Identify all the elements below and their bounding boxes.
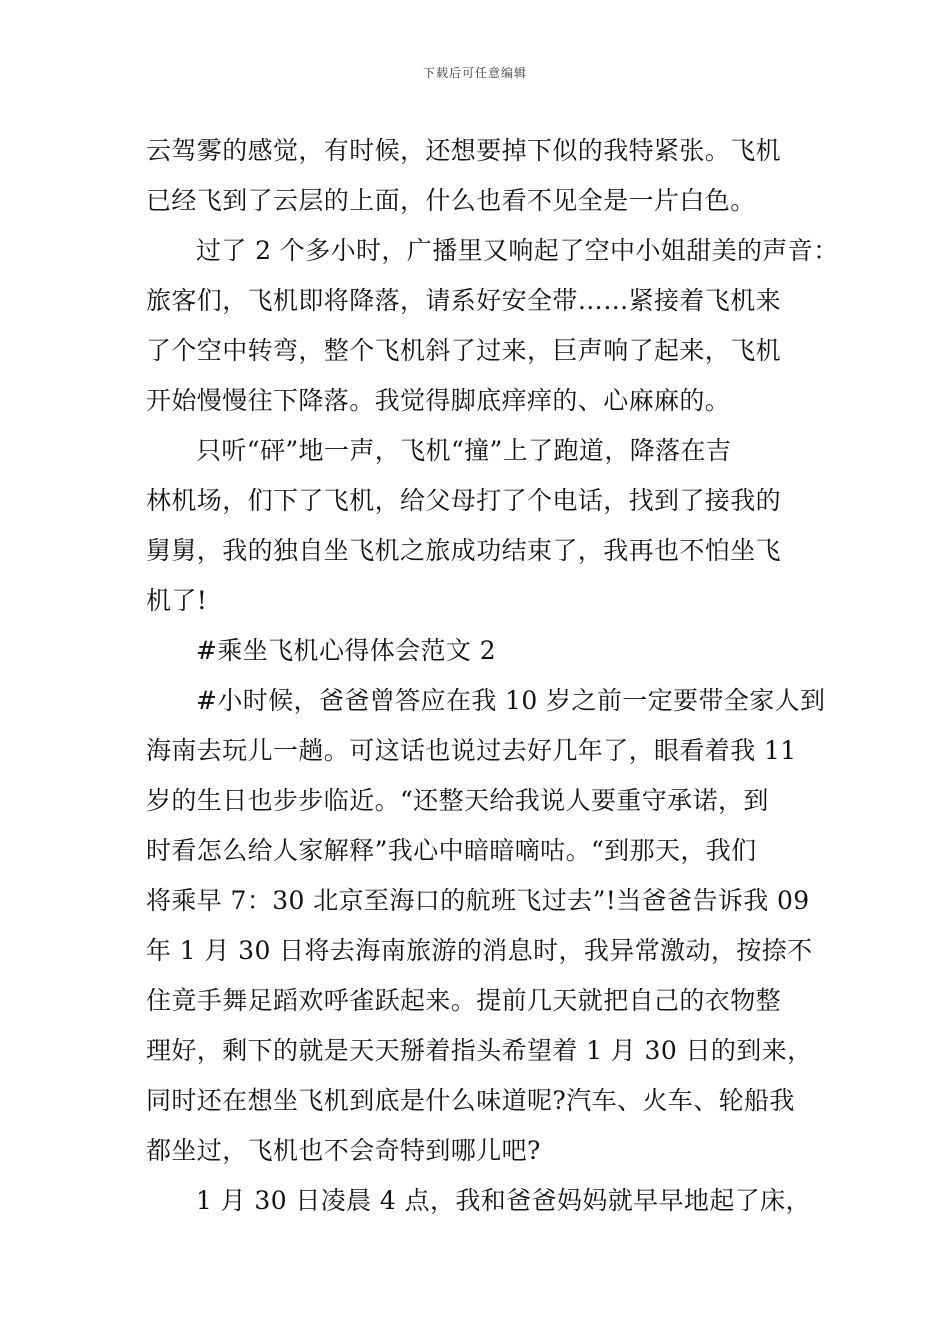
section-heading: #乘坐飞机心得体会范文 2 (196, 636, 497, 665)
text-line: 都坐过，飞机也不会奇特到哪儿吧? (146, 1136, 541, 1165)
text-line: 舅舅，我的独自坐飞机之旅成功结束了，我再也不怕坐飞 (146, 536, 782, 565)
text-line: 住竟手舞足蹈欢呼雀跃起来。提前几天就把自己的衣物整 (146, 986, 782, 1015)
text-line: 将乘早 7：30 北京至海口的航班飞过去”!当爸爸告诉我 09 (146, 886, 810, 915)
text-line: 旅客们，飞机即将降落，请系好安全带……紧接着飞机来 (146, 286, 782, 315)
text-line: 过了 2 个多小时，广播里又响起了空中小姐甜美的声音： (196, 236, 839, 265)
text-line: 海南去玩儿一趟。可这话也说过去好几年了，眼看着我 11 (146, 736, 797, 765)
text-line: 只听“砰”地一声，飞机“撞”上了跑道，降落在吉 (196, 436, 732, 465)
page-header-note: 下载后可任意编辑 (422, 66, 527, 80)
text-line: 1 月 30 日凌晨 4 点，我和爸爸妈妈就早早地起了床， (196, 1186, 811, 1215)
text-line: 理好，剩下的就是天天掰着指头希望着 1 月 30 日的到来， (146, 1036, 813, 1065)
text-line: 时看怎么给人家解释”我心中暗暗嘀咕。“到那天，我们 (146, 836, 757, 865)
text-line: 了个空中转弯，整个飞机斜了过来，巨声响了起来，飞机 (146, 336, 782, 365)
text-line: 同时还在想坐飞机到底是什么味道呢?汽车、火车、轮船我 (146, 1086, 795, 1115)
text-line: 林机场，们下了飞机，给父母打了个电话，找到了接我的 (146, 486, 782, 515)
text-line: 岁的生日也步步临近。“还整天给我说人要重守承诺，到 (146, 786, 769, 815)
text-line: 云驾雾的感觉，有时候，还想要掉下似的我特紧张。飞机 (146, 136, 782, 165)
text-line: 年 1 月 30 日将去海南旅游的消息时，我异常激动，按捺不 (146, 936, 813, 965)
text-line: 已经飞到了云层的上面，什么也看不见全是一片白色。 (146, 186, 756, 215)
text-line: 开始慢慢往下降落。我觉得脚底痒痒的、心麻麻的。 (146, 386, 731, 415)
text-line: 机了! (146, 586, 208, 615)
document-body (146, 126, 839, 1226)
text-line: #小时候，爸爸曾答应在我 10 岁之前一定要带全家人到 (196, 686, 826, 715)
